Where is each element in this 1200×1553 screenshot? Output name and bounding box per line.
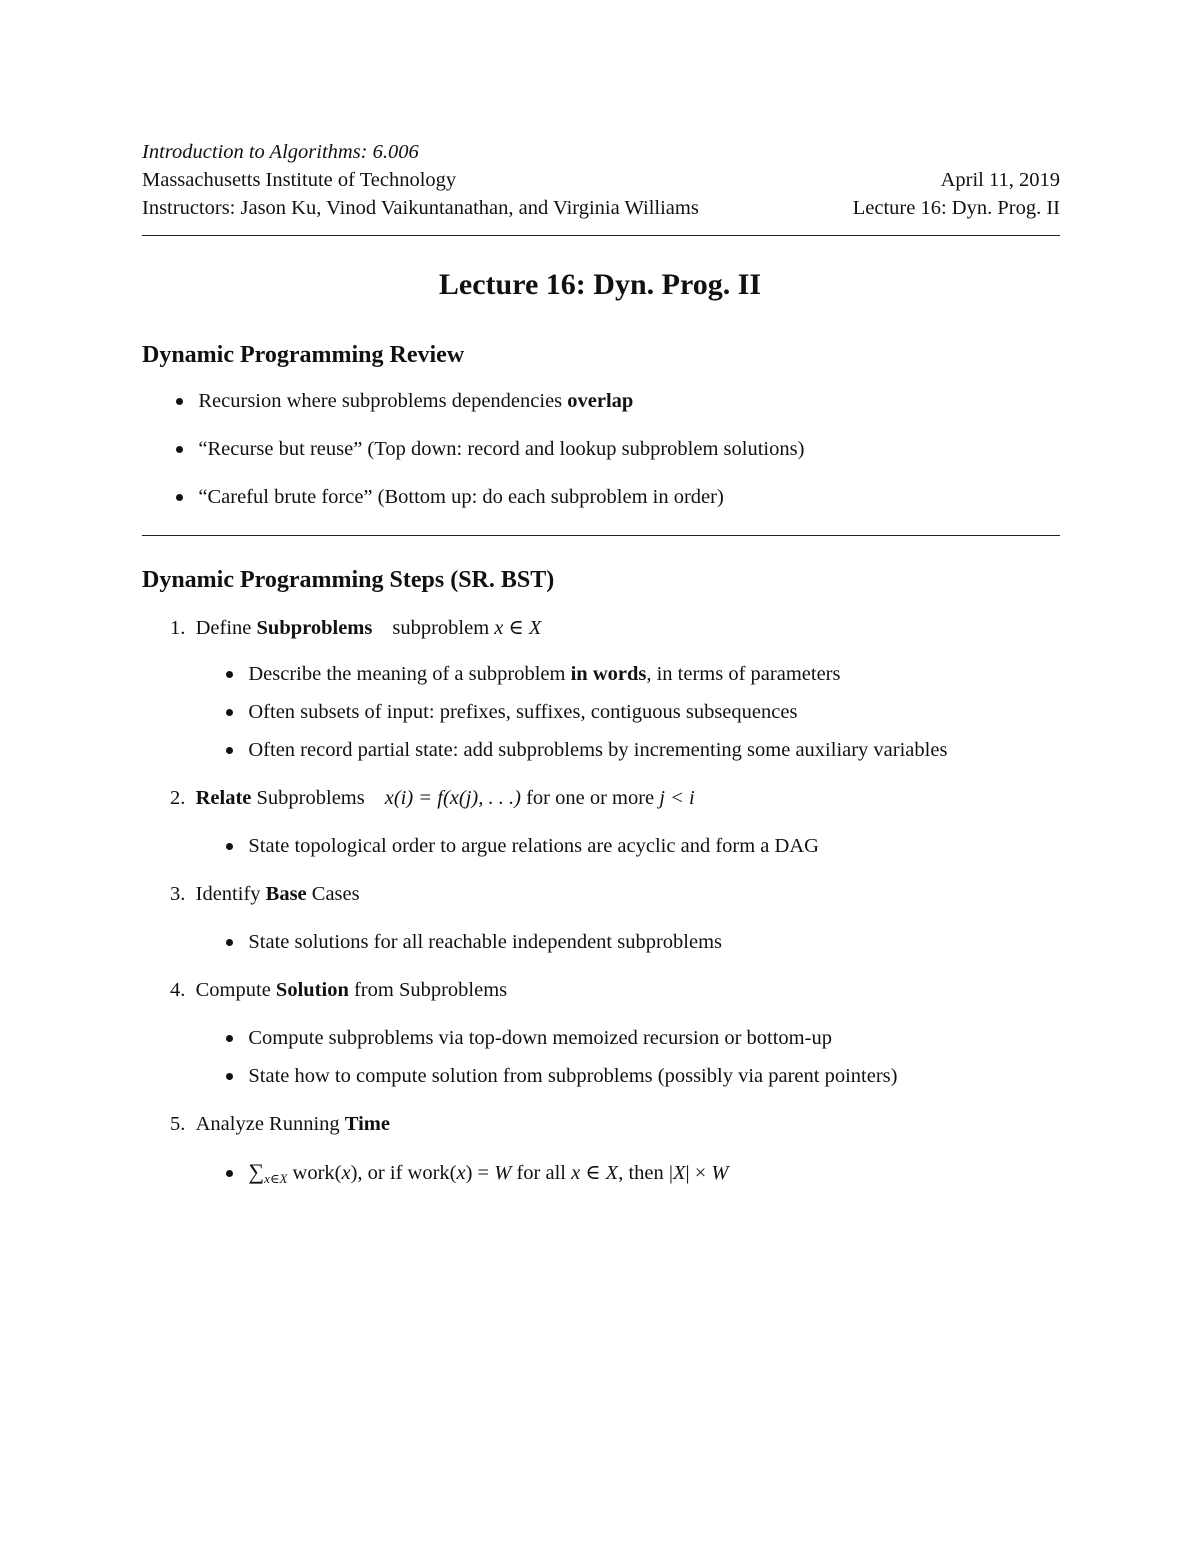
bullet-icon <box>226 1035 233 1042</box>
institution: Massachusetts Institute of Technology <box>142 169 457 191</box>
step-5: 5. Analyze Running Time <box>170 1113 390 1135</box>
step-5-bullet: $\sum_{x\in X}$ work(x), or if work(x) = W for all x ∈ X, then |X| × W <box>226 1159 729 1187</box>
bullet-icon <box>176 446 183 453</box>
bullet-icon <box>226 843 233 850</box>
review-item: Recursion where subproblems dependencies overlap <box>176 390 633 413</box>
step-3: 3. Identify Base Cases <box>170 883 360 905</box>
step-4-bullet: State how to compute solution from subproblems (possibly via parent pointers) <box>226 1065 897 1088</box>
course-title: Introduction to Algorithms: 6.006 <box>142 141 419 163</box>
bullet-icon <box>226 671 233 678</box>
instructors: Instructors: Jason Ku, Vinod Vaikuntanathan, and Virginia Williams <box>142 197 699 219</box>
header-rule <box>142 235 1060 236</box>
review-item: “Careful brute force” (Bottom up: do each subproblem in order) <box>176 486 724 509</box>
step-4: 4. Compute Solution from Subproblems <box>170 979 508 1001</box>
page-title: Lecture 16: Dyn. Prog. II <box>438 268 762 301</box>
lecture-label: Lecture 16: Dyn. Prog. II <box>852 197 1060 219</box>
bullet-icon <box>226 747 233 754</box>
step-1: 1. Define Subproblems subproblem x ∈ X <box>170 617 542 639</box>
bullet-icon <box>176 494 183 501</box>
step-1-bullet: Often record partial state: add subproblems by incrementing some auxiliary variables <box>226 739 947 762</box>
review-heading: Dynamic Programming Review <box>142 342 465 368</box>
bullet-icon <box>176 398 183 405</box>
summation-symbol: ∑ <box>248 1159 265 1184</box>
bullet-icon <box>226 1073 233 1080</box>
bullet-icon <box>226 939 233 946</box>
step-1-bullet: Often subsets of input: prefixes, suffixes, contiguous subsequences <box>226 701 797 724</box>
section-rule <box>142 535 1060 536</box>
bullet-icon <box>226 709 233 716</box>
lecture-date: April 11, 2019 <box>940 169 1060 191</box>
step-1-bullet: Describe the meaning of a subproblem in words, in terms of parameters <box>226 663 840 686</box>
step-3-bullet: State solutions for all reachable independent subproblems <box>226 931 722 954</box>
step-2: 2. Relate Subproblems x(i) = f(x(j), . . .) for one or more j < i <box>170 787 695 809</box>
review-item: “Recurse but reuse” (Top down: record and lookup subproblem solutions) <box>176 438 804 461</box>
steps-heading: Dynamic Programming Steps (SR. BST) <box>142 567 555 593</box>
bullet-icon <box>226 1170 233 1177</box>
step-2-bullet: State topological order to argue relations are acyclic and form a DAG <box>226 835 819 858</box>
step-4-bullet: Compute subproblems via top-down memoized recursion or bottom-up <box>226 1027 832 1050</box>
